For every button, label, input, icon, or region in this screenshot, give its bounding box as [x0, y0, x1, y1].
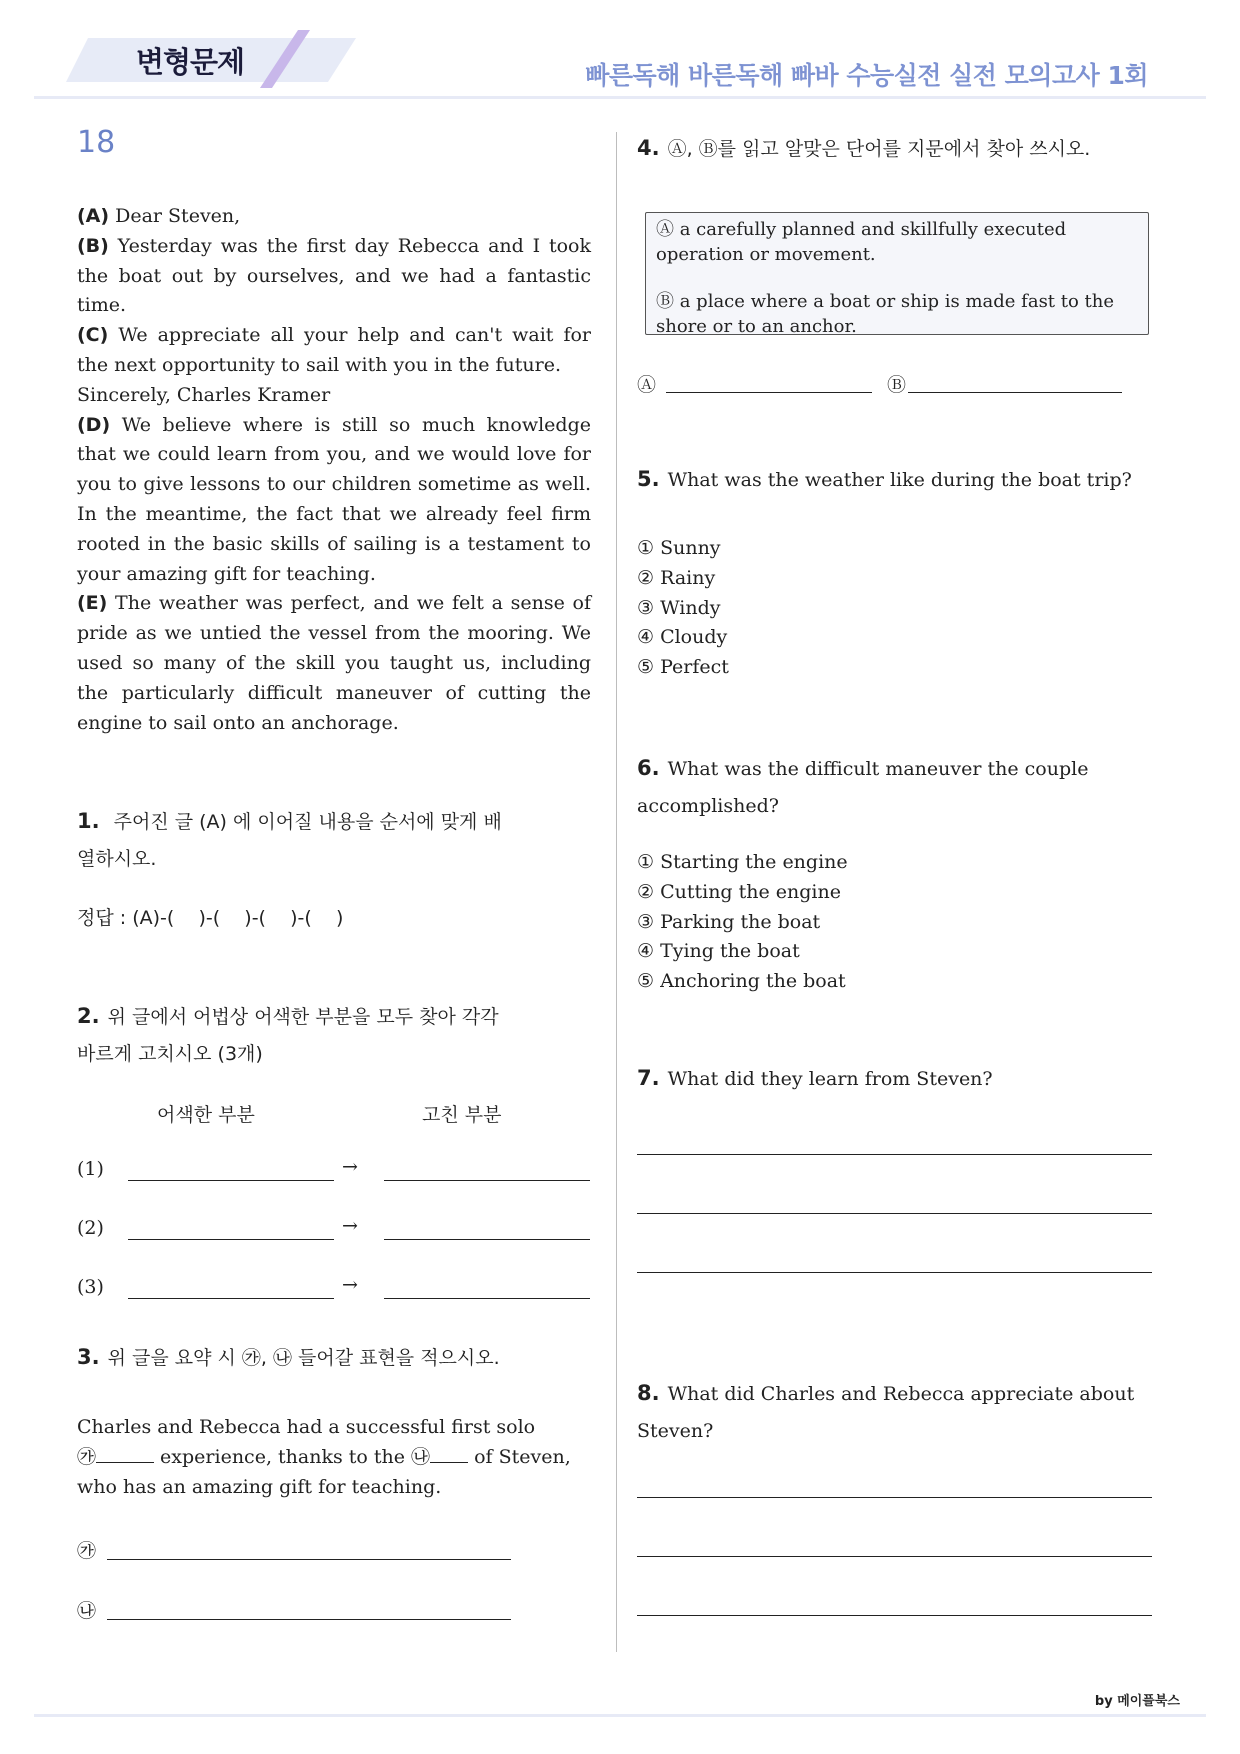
question-number: 18 [77, 125, 116, 160]
question-7-answer-line-1[interactable] [637, 1154, 1152, 1155]
option-item[interactable]: ② Rainy [637, 566, 716, 589]
question-3-summary-line2 [77, 1442, 591, 1472]
question-2-prompt-line1: 위 글에서 어법상 어색한 부분을 모두 찾아 각각 [107, 1006, 499, 1028]
summary-blank-b [430, 1442, 468, 1463]
question-5-prompt-text: What was the weather like during the boat trip? [667, 469, 1132, 491]
passage-paragraph-a [77, 202, 591, 232]
question-4-number: 4. [637, 136, 660, 160]
question-1-number: 1. [77, 809, 100, 833]
question-4-answer-b-blank[interactable] [908, 392, 1122, 393]
question-6-options [637, 848, 848, 997]
passage-signature: Sincerely, Charles Kramer [77, 383, 331, 406]
definition-b: Ⓑ a place where a boat or ship is made fast to the shore or to an anchor. [656, 291, 1115, 337]
summary-text: of Steven, [468, 1446, 571, 1468]
question-7-number: 7. [637, 1066, 660, 1090]
paragraph-text: Yesterday was the first day Rebecca and I took the boat out by ourselves, and we had a fantastic time. [77, 234, 591, 317]
question-2-row3-wrong-blank[interactable] [128, 1298, 334, 1299]
paragraph-label: (E) [77, 592, 108, 615]
question-2-row2-wrong-blank[interactable] [128, 1239, 334, 1240]
passage-paragraph-b [77, 232, 591, 321]
paragraph-label: (A) [77, 205, 110, 227]
question-3-summary-line3: who has an amazing gift for teaching. [77, 1476, 442, 1498]
question-1-prompt-line1: 주어진 글 (A) 에 이어질 내용을 순서에 맞게 배 [113, 811, 502, 833]
question-6-prompt-line2: accomplished? [637, 795, 779, 817]
question-5-prompt [637, 467, 1132, 491]
blank-marker-a: ㉮ [77, 1446, 97, 1468]
paragraph-text: Dear Steven, [109, 205, 241, 227]
definition-box [645, 212, 1149, 335]
passage-paragraph-c [77, 321, 591, 381]
option-item[interactable]: ① Sunny [637, 537, 721, 559]
footer-credit: by 메이플북스 [1094, 1694, 1180, 1709]
header-tag [66, 30, 366, 88]
column-divider [616, 132, 617, 1652]
question-7-prompt-text: What did they learn from Steven? [667, 1068, 993, 1090]
header-divider [34, 96, 1206, 99]
blank-marker-b: ㉯ [411, 1446, 431, 1468]
question-2-row-label: (3) [77, 1276, 104, 1298]
question-3-summary [77, 1412, 591, 1502]
paragraph-label: (D) [77, 413, 111, 436]
arrow-icon: → [342, 1215, 358, 1237]
question-3-answer-b-blank[interactable] [107, 1619, 511, 1620]
paragraph-label: (B) [77, 234, 109, 257]
question-3-answer-a-blank[interactable] [107, 1559, 511, 1560]
question-1-prompt [77, 803, 591, 841]
question-7-prompt [637, 1066, 993, 1090]
question-8-answer-line-2[interactable] [637, 1556, 1152, 1557]
question-1-prompt-line2: 열하시오. [77, 848, 157, 870]
question-2-number: 2. [77, 1004, 100, 1028]
question-8-answer-line-1[interactable] [637, 1497, 1152, 1498]
question-3-summary-line1: Charles and Rebecca had a successful first solo [77, 1416, 536, 1438]
question-2-row2-fixed-blank[interactable] [384, 1239, 590, 1240]
option-item[interactable]: ⑤ Perfect [637, 656, 729, 679]
question-3-prompt [77, 1343, 500, 1370]
option-item[interactable]: ① Starting the engine [637, 851, 848, 873]
question-8-prompt [637, 1375, 1157, 1450]
question-6-number: 6. [637, 756, 660, 780]
paragraph-text: The weather was perfect, and we felt a sense of pride as we untied the vessel from the mooring. We used so many of the skill you taught us, including the particularly difficult maneuver of cutting the engine to sail onto an anchorage. [77, 592, 591, 734]
question-2-row1-wrong-blank[interactable] [128, 1180, 334, 1181]
question-2-row-label: (1) [77, 1158, 104, 1180]
question-8-prompt-line1: What did Charles and Rebecca appreciate about [667, 1383, 1135, 1405]
footer-divider [34, 1714, 1206, 1717]
question-5-options [637, 534, 729, 683]
question-8-prompt-line1-wrap [637, 1375, 1157, 1413]
question-1-answer: 정답 : (A)-( )-( )-( )-( ) [77, 907, 344, 929]
paragraph-label: (C) [77, 324, 109, 347]
paragraph-text: We believe where is still so much knowledge that we could learn from you, and we would love for you to give lessons to our children sometime as well. In the meantime, the fact that we already feel firm rooted in the basic skills of sailing is a testament to your amazing gift for teaching. [77, 413, 591, 585]
passage-paragraph-d [77, 411, 591, 590]
option-item[interactable]: ③ Parking the boat [637, 910, 821, 933]
option-item[interactable]: ④ Tying the boat [637, 940, 800, 963]
question-2-row1-fixed-blank[interactable] [384, 1180, 590, 1181]
question-6-prompt-line1-wrap [637, 750, 1157, 788]
option-item[interactable]: ⑤ Anchoring the boat [637, 970, 846, 993]
arrow-icon: → [342, 1156, 358, 1178]
question-7-answer-line-2[interactable] [637, 1213, 1152, 1214]
header-title: 빠른독해 바른독해 빠바 수능실전 실전 모의고사 1회 [585, 61, 1148, 90]
question-4-prompt [637, 134, 1090, 161]
question-2-col-fixed: 고친 부분 [422, 1104, 502, 1126]
header-tag-label: 변형문제 [136, 45, 245, 79]
answer-marker-a: Ⓐ [637, 374, 657, 396]
passage [77, 202, 591, 738]
option-item[interactable]: ④ Cloudy [637, 626, 728, 649]
question-3-prompt-text: 위 글을 요약 시 ㉮, ㉯ 들어갈 표현을 적으시오. [107, 1347, 500, 1369]
question-6-prompt-line1: What was the difficult maneuver the couple [667, 758, 1089, 780]
definition-a: Ⓐ a carefully planned and skillfully executed operation or movement. [656, 219, 1067, 265]
summary-blank-a [96, 1442, 154, 1463]
question-6-prompt [637, 750, 1157, 825]
option-item[interactable]: ③ Windy [637, 596, 721, 619]
paragraph-text: We appreciate all your help and can't wait for the next opportunity to sail with you in the future. [77, 324, 591, 376]
answer-marker-b: ㉯ [77, 1600, 97, 1622]
answer-marker-b: Ⓑ [887, 374, 907, 396]
question-8-answer-line-3[interactable] [637, 1615, 1152, 1616]
question-4-prompt-text: Ⓐ, Ⓑ를 읽고 알맞은 단어를 지문에서 찾아 쓰시오. [667, 138, 1091, 160]
question-2-col-wrong: 어색한 부분 [157, 1104, 255, 1126]
passage-paragraph-e [77, 589, 591, 738]
summary-text: experience, thanks to the [154, 1446, 412, 1468]
question-4-answer-a-blank[interactable] [666, 392, 872, 393]
question-8-number: 8. [637, 1381, 660, 1405]
question-1 [77, 803, 591, 878]
question-2-row-label: (2) [77, 1217, 104, 1239]
question-5-number: 5. [637, 467, 660, 491]
question-7-answer-line-3[interactable] [637, 1272, 1152, 1273]
question-2-prompt-line2: 바르게 고치시오 (3개) [77, 1043, 263, 1065]
answer-marker-a: ㉮ [77, 1540, 97, 1562]
question-2-row3-fixed-blank[interactable] [384, 1298, 590, 1299]
arrow-icon: → [342, 1274, 358, 1296]
option-item[interactable]: ② Cutting the engine [637, 880, 841, 903]
question-8-prompt-line2: Steven? [637, 1420, 714, 1442]
question-2 [77, 998, 591, 1073]
question-3-number: 3. [77, 1345, 100, 1369]
question-2-prompt [77, 998, 591, 1036]
